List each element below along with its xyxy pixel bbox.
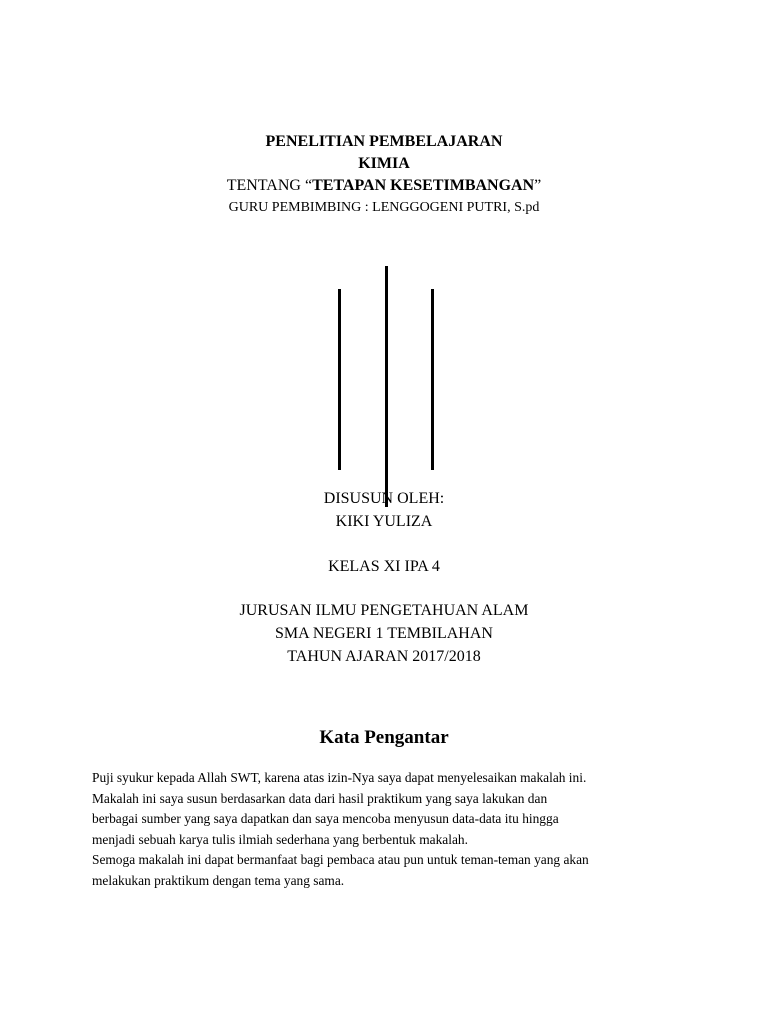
cover-topic-line: [0, 175, 768, 197]
class-line: KELAS XI IPA 4: [328, 558, 440, 575]
preface-line-1: Puji syukur kepada Allah SWT, karena atas izin-Nya saya dapat menyelesaikan makalah ini.: [92, 770, 587, 785]
supervisor-line: GURU PEMBIMBING : LENGGOGENI PUTRI, S.pd: [228, 200, 540, 215]
school-line: SMA NEGERI 1 TEMBILAHAN: [275, 625, 493, 642]
author-name: KIKI YULIZA: [335, 513, 433, 530]
preface-line-2: Makalah ini saya susun berdasarkan data dari hasil praktikum yang saya lakukan dan: [92, 790, 548, 806]
cover-title-line-2: KIMIA: [358, 155, 410, 172]
preface-line-5: Semoga makalah ini dapat bermanfaat bagi pembaca atau pun untuk teman-teman yang akan: [92, 852, 589, 867]
decorative-bar-center: [385, 266, 388, 507]
preface-paragraph: [92, 768, 692, 891]
topic-suffix: ”: [534, 177, 542, 194]
decorative-bar-left: [338, 289, 341, 470]
academic-year-line: TAHUN AJARAN 2017/2018: [287, 648, 481, 665]
department-line: JURUSAN ILMU PENGETAHUAN ALAM: [239, 602, 529, 619]
topic-prefix: TENTANG “: [226, 177, 313, 194]
decorative-bar-right: [431, 289, 434, 470]
preface-heading: Kata Pengantar: [319, 727, 449, 748]
preface-line-6: melakukan praktikum dengan tema yang sama.: [92, 872, 345, 888]
topic-title: TETAPAN KESETIMBANGAN: [312, 177, 535, 194]
preface-line-4: menjadi sebuah karya tulis ilmiah sederhana yang berbentuk makalah.: [92, 831, 468, 847]
preface-line-3: berbagai sumber yang saya dapatkan dan saya mencoba menyusun data-data itu hingga: [92, 811, 559, 826]
cover-title-line-1: PENELITIAN PEMBELAJARAN: [265, 133, 503, 150]
compiled-by-label: DISUSUN OLEH:: [323, 490, 445, 507]
